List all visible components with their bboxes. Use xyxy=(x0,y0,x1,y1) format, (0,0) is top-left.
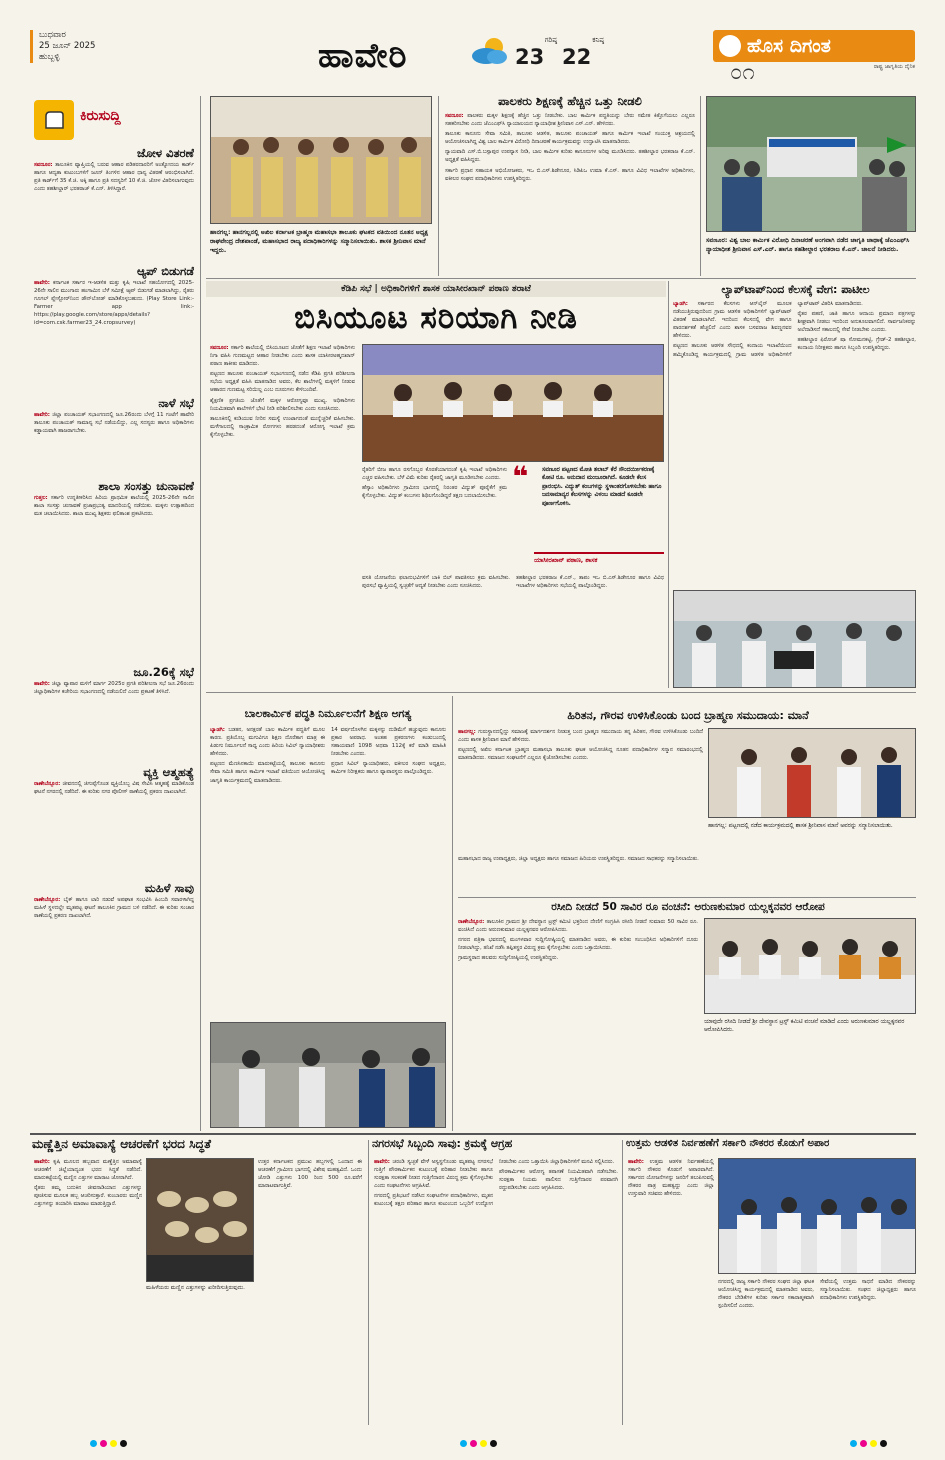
masthead xyxy=(0,0,945,92)
parents-headline: ಪಾಲಕರು ಶಿಕ್ಷಣಕ್ಕೆ ಹೆಚ್ಚಿನ ಒತ್ತು ನೀಡಲಿ xyxy=(498,94,642,108)
brahmin-para: ಗುರುಸ್ಥಾನದಲ್ಲಿದ್ದು ಸಮಾಜಕ್ಕೆ ಮಾರ್ಗದರ್ಶನ ನೀಡುತ್ತ ಬಂದ ಬ್ರಾಹ್ಮಣ ಸಮುದಾಯ ತನ್ನ ಹಿರಿತನ, ಗೌರವ ಉಳಿಸಿಕೊಂಡು ಬಂದಿದೆ ಎಂದು ಶಾಸಕ ಶ್ರೀನಿವಾಸ ಮಾನೆ ಹೇಳಿದರು. xyxy=(458,729,703,744)
day-label: ಬುಧವಾರ xyxy=(39,30,66,40)
brahmin-body xyxy=(458,728,703,852)
sidebar-item-title: ಆ್ಯಪ್ ಬಿಡುಗಡೆ xyxy=(137,264,194,278)
photo-awareness-program xyxy=(210,1022,446,1128)
photo-laptop-distribution xyxy=(673,590,916,688)
lead-para: ಹೆಸ್ಕಾಂ ಅಧಿಕಾರಿಗಳು ಗ್ರಾಮೀಣ ಭಾಗದಲ್ಲಿ ನಿರಂತರ ವಿದ್ಯುತ್ ಪೂರೈಕೆಗೆ ಕ್ರಮ ಕೈಗೊಳ್ಳಬೇಕು. ವಿದ್ಯುತ್ ಕಂಬಗಳು ಶಿಥಿಲಗೊಂಡಿದ್ದರೆ ತಕ್ಷಣ ಬದಲಾಯಿಸಬೇಕು. xyxy=(362,485,507,500)
temp-max-value: 23 xyxy=(515,45,545,69)
lead-col-1 xyxy=(210,344,355,569)
page-number: ೦೧ xyxy=(730,60,755,85)
lead-para: ವಸತಿ ಯೋಜನೆಯ ಫಲಾನುಭವಿಗಳಿಗೆ ಬಾಕಿ ಬಿಲ್ ಪಾವತಿಸಲು ಕ್ರಮ ವಹಿಸಬೇಕು. ಪುರಸಭೆ ವ್ಯಾಪ್ತಿಯಲ್ಲಿ ಸ್ವಚ್ಛತೆಗೆ ಆದ್ಯತೆ ನೀಡಬೇಕು ಎಂದು ಸೂಚಿಸಿದರು. xyxy=(362,575,510,590)
worker-death-para: ಚರಂಡಿ ಸ್ವಚ್ಛತೆ ವೇಳೆ ಅಸ್ವಸ್ಥಗೊಂಡು ಮೃತಪಟ್ಟ ನಗರಸಭೆ ಗುತ್ತಿಗೆ ಪೌರಕಾರ್ಮಿಕನ ಕುಟುಂಬಕ್ಕೆ ಪರಿಹಾರ ನೀಡಬೇಕು ಹಾಗೂ ಸುರಕ್ಷತಾ ಸಲಕರಣೆ ನೀಡದ ಗುತ್ತಿಗೆದಾರನ ವಿರುದ್ಧ ಕ್ರಮ ಕೈಗೊಳ್ಳಬೇಕು ಎಂದು ಸಂಘಟನೆಗಳು ಆಗ್ರಹಿಸಿವೆ. xyxy=(374,1159,493,1190)
brahmin-headline: ಹಿರಿತನ, ಗೌರವ ಉಳಿಸಿಕೊಂಡು ಬಂದ ಬ್ರಾಹ್ಮಣ ಸಮುದಾಯ: ಮಾನೆ xyxy=(567,709,809,722)
temp-max-label: ಗರಿಷ್ಠ xyxy=(544,36,557,44)
governance-para: ಸೇವೆಯಲ್ಲಿ ಉತ್ತಮ ಸಾಧನೆ ಮಾಡಿದ ನೌಕರರನ್ನು ಸನ್ಮಾನಿಸಲಾಯಿತು. ಸಂಘದ ಜಿಲ್ಲಾಧ್ಯಕ್ಷರು ಹಾಗೂ ಪದಾಧಿಕಾರಿಗಳು ಉಪಸ್ಥಿತರಿದ್ದರು. xyxy=(820,1279,916,1302)
photo-felicitation xyxy=(210,96,432,224)
parents-para: ಸರ್ಕಾರಿ ಪ್ರಧಾನ ಸಹಾಯಕ ಅಭಿಯೋಜಕರು, ಇಒ ಬಿ.ಎಸ್.ಶಿಡೇನೂರ, ಸಿಡಿಪಿಒ ಉಮಾ ಕೆ.ಎಸ್. ಹಾಗೂ ವಿವಿಧ ಇಲಾಖೆಗಳ ಅಧಿಕಾರಿಗಳು, ವಕೀಲರ ಸಂಘದ ಪದಾಧಿಕಾರಿಗಳು ಉಪಸ್ಥಿತರಿದ್ದರು. xyxy=(445,167,695,182)
sidebar-item-title: ನಾಳೆ ಸಭೆ xyxy=(158,396,194,410)
brahmin-para: ಮಹಾಸಭಾದ ರಾಜ್ಯ ಉಪಾಧ್ಯಕ್ಷರು, ಜಿಲ್ಲಾ ಅಧ್ಯಕ್ಷರು ಹಾಗೂ ಸಮಾಜದ ಹಿರಿಯರು ಉಪಸ್ಥಿತರಿದ್ದರು. ಸಮಾಜದ ಸಾಧಕರನ್ನು ಸನ್ಮಾನಿಸಲಾಯಿತು. xyxy=(458,856,699,862)
photo-rally-caption: ಸವಣೂರ: ವಿಶ್ವ ಬಾಲ ಕಾರ್ಮಿಕ ವಿರೋಧಿ ದಿನಾಚರಣೆ ಅಂಗವಾಗಿ ನಡೆದ ಜಾಗೃತಿ ಜಾಥಾಕ್ಕೆ ಜೆಎಂಎಫ್‌ಸಿ ನ್ಯಾಯಾಧೀಶ ಶ್ರೀನಿವಾಸ ಎಸ್.ಎನ್. ಹಾಗೂ ತಹಶೀಲ್ದಾರ ಭರತರಾಜ ಕೆ.ಎನ್. ಚಾಲನೆ ನೀಡಿದರು. xyxy=(706,237,910,253)
edition-title: ಹಾವೇರಿ xyxy=(318,36,408,76)
sidebar-item-body: ಜಿಲ್ಲಾ ವ್ಯಾಪಾರ ಮಳಿಗೆ ಮಾರ್ಗ 2025ರ ಪ್ರಗತಿ ಪರಿಶೀಲನಾ ಸಭೆ ಜೂ.26ರಂದು ಜಿಲ್ಲಾಧಿಕಾರಿಗಳ ಕಚೇರಿಯ ಸಭಾಂಗಣದಲ್ಲಿ ನಡೆಯಲಿದೆ ಎಂದು ಪ್ರಕಟಣೆ ತಿಳಿಸಿದೆ. xyxy=(34,681,194,696)
receipt-body xyxy=(458,918,698,1128)
sidebar-item xyxy=(34,665,194,765)
photo-clay-bulls xyxy=(146,1158,254,1282)
pullquote-text: ಸವಣೂರ ಪಟ್ಟಣದ ಮೋತಿ ತಲಾಬ್ ಕೆರೆ ಸೌಂದರ್ಯೀಕರಣಕ್ಕೆ ಕೋಟಿ ರೂ. ಅನುದಾನ ಮಂಜೂರಾಗಿದೆ. ಕೂಡಲೇ ಕೆಲಸ ಪ್ರಾರಂಭಿಸಿ. ವಿದ್ಯುತ್ ಕಂಬಗಳನ್ನು ಸ್ಥಳಾಂತರಗೊಳಿಸಬೇಕು ಹಾಗೂ ಜನಸಾಮಾನ್ಯರ ಕೆಲಸಗಳನ್ನು ವಿಳಂಬ ಮಾಡದೆ ಕೂಡಲೇ ಪೂರ್ಣಗೊಳಿಸಿ. xyxy=(542,467,662,507)
child-labour-para: ಪಟ್ಟಣದ ಮೆಣಸಿನಕಾಯಿ ಮಾರುಕಟ್ಟೆಯಲ್ಲಿ ತಾಲೂಕು ಕಾನೂನು ಸೇವಾ ಸಮಿತಿ ಹಾಗೂ ಕಾರ್ಮಿಕ ಇಲಾಖೆ ವತಿಯಿಂದ ಆಯೋಜಿಸಿದ್ದ ಜಾಗೃತಿ ಕಾರ್ಯಕ್ರಮದಲ್ಲಿ ಮಾತನಾಡಿದರು. xyxy=(210,761,325,784)
lead-col-3 xyxy=(362,574,664,682)
amavasya-caption: ಮಹಿಳೆಯರು ಮಣ್ಣಿನ ಎತ್ತುಗಳನ್ನು ಖರೀದಿಸುತ್ತಿರುವುದು. xyxy=(146,1285,245,1291)
paper-tagline: ರಾಷ್ಟ್ರ ಜಾಗೃತಿಯ ದೈನಿಕ xyxy=(873,64,915,70)
lead-para: ತಾಲೂಕಿನಲ್ಲಿ ಕುಡಿಯುವ ನೀರಿನ ಸಮಸ್ಯೆ ಉಂಟಾಗದಂತೆ ಮುನ್ನೆಚ್ಚರಿಕೆ ವಹಿಸಬೇಕು. ಮಳೆಗಾಲದಲ್ಲಿ ಸಾಂಕ್ರಾಮಿಕ ರೋಗಗಳು ಹರಡದಂತೆ ಆರೋಗ್ಯ ಇಲಾಖೆ ಕ್ರಮ ಕೈಗೊಳ್ಳಬೇಕು. xyxy=(210,415,355,438)
date-block xyxy=(30,30,180,63)
worker-death-place: ಹಾವೇರಿ: xyxy=(374,1159,390,1165)
lead-para: ತಹಶೀಲ್ದಾರ ಭರತರಾಜ ಕೆ.ಎನ್., ತಾಪಂ ಇಒ ಬಿ.ಎಸ್.ಶಿಡೇನೂರ ಹಾಗೂ ವಿವಿಧ ಇಲಾಖೆಗಳ ಅಧಿಕಾರಿಗಳು ಸಭೆಯಲ್ಲಿ ಪಾಲ್ಗೊಂಡಿದ್ದರು. xyxy=(516,575,664,590)
registration-dot xyxy=(480,1440,487,1447)
sidebar-item-title: ಜೂ.26ಕ್ಕೆ ಸಭೆ xyxy=(133,665,194,679)
lead-para: ರೈತರಿಗೆ ಬೀಜ ಹಾಗೂ ರಸಗೊಬ್ಬರ ಕೊರತೆಯಾಗದಂತೆ ಕೃಷಿ ಇಲಾಖೆ ಅಧಿಕಾರಿಗಳು ಎಚ್ಚರ ವಹಿಸಬೇಕು. ಬೆಳೆ ವಿಮೆ ಕುರಿತು ರೈತರಲ್ಲಿ ಜಾಗೃತಿ ಮೂಡಿಸಬೇಕು ಎಂದರು. xyxy=(362,467,507,482)
temp-max-block xyxy=(515,36,557,69)
lead-place: ಸವಣೂರ: xyxy=(210,345,229,351)
sidebar-item-place: ಹಾವೇರಿ: xyxy=(34,280,50,286)
lead-pullquote xyxy=(512,460,664,570)
registration-dot xyxy=(490,1440,497,1447)
amavasya-para: ಉತ್ತರ ಕರ್ನಾಟಕದ ಪ್ರಮುಖ ಹಬ್ಬಗಳಲ್ಲಿ ಒಂದಾದ ಈ ಆಚರಣೆಗೆ ಗ್ರಾಮೀಣ ಭಾಗದಲ್ಲಿ ವಿಶೇಷ ಮಹತ್ವವಿದೆ. ಒಂದು ಜೋಡಿ ಎತ್ತುಗಳು 100 ರಿಂದ 500 ರೂ.ವರೆಗೆ ಮಾರಾಟವಾಗುತ್ತಿವೆ. xyxy=(258,1159,362,1190)
laptop-para: ತಹಶೀಲ್ದಾರ ಫಿರೋಜ್ ಷಾ ಸೋಮನಕಟ್ಟಿ, ಗ್ರೇಡ್-2 ತಹಶೀಲ್ದಾರ, ಕಂದಾಯ ನಿರೀಕ್ಷಕರು ಹಾಗೂ ಸಿಬ್ಬಂದಿ ಉಪಸ್ಥಿತರಿದ್ದರು. xyxy=(797,337,916,352)
laptop-para: ಸರ್ಕಾರದ ಕೆಲಸಗಳು ಆನ್‌ಲೈನ್ ಮೂಲಕ ನಡೆಯುತ್ತಿರುವುದರಿಂದ ಗ್ರಾಮ ಆಡಳಿತ ಅಧಿಕಾರಿಗಳಿಗೆ ಲ್ಯಾಪ್‌ಟಾಪ್ ವಿತರಣೆ ಮಾಡಲಾಗಿದೆ. ಇದರಿಂದ ಕೆಲಸದಲ್ಲಿ ವೇಗ ಹಾಗೂ ಪಾರದರ್ಶಕತೆ ಹೆಚ್ಚಲಿದೆ ಎಂದು ಶಾಸಕ ಬಸವರಾಜ ಶಿವಣ್ಣನವರ ಹೇಳಿದರು. xyxy=(673,301,792,340)
registration-dot xyxy=(120,1440,127,1447)
governance-para: ನಗರದಲ್ಲಿ ರಾಜ್ಯ ಸರ್ಕಾರಿ ನೌಕರರ ಸಂಘದ ಜಿಲ್ಲಾ ಘಟಕ ಆಯೋಜಿಸಿದ್ದ ಕಾರ್ಯಕ್ರಮದಲ್ಲಿ ಮಾತನಾಡಿದ ಅವರು, ನೌಕರರ ಬೇಡಿಕೆಗಳ ಕುರಿತು ಸರ್ಕಾರ ಸಕಾರಾತ್ಮಕವಾಗಿ ಸ್ಪಂದಿಸಲಿದೆ ಎಂದರು. xyxy=(718,1279,814,1310)
photo-felicitation-caption: ಹಾನಗಲ್ಲ: ಹಾನಗಲ್ಲನಲ್ಲಿ ಅಖಿಲ ಕರ್ನಾಟಕ ಬ್ರಾಹ್ಮಣ ಮಹಾಸಭಾ ತಾಲೂಕು ಘಟಕದ ವತಿಯಿಂದ ನೂತನ ಅಧ್ಯಕ್ಷ ರಾಘವೇಂದ್ರ ದೇಶಪಾಂಡೆ, ಮಹಾಸಭಾದ ರಾಜ್ಯ ಪದಾಧಿಕಾರಿಗಳನ್ನು ಸನ್ಮಾನಿಸಲಾಯಿತು. ಶಾಸಕ ಶ್ರೀನಿವಾಸ ಮಾನೆ ಇದ್ದರು. xyxy=(210,229,429,254)
sidebar-item-body: ಜೀವನದಲ್ಲಿ ಜಿಗುಪ್ಸೆಗೊಂಡ ವ್ಯಕ್ತಿಯೊಬ್ಬ ವಿಷ ಸೇವಿಸಿ ಆತ್ಮಹತ್ಯೆ ಮಾಡಿಕೊಂಡ ಘಟನೆ ನಗರದಲ್ಲಿ ನಡೆದಿದೆ. ಈ ಕುರಿತು ನಗರ ಪೊಲೀಸ್ ಠಾಣೆಯಲ್ಲಿ ಪ್ರಕರಣ ದಾಖಲಾಗಿದೆ. xyxy=(34,781,194,796)
weather-icon xyxy=(468,34,512,68)
parents-place: ಸವಣೂರ: xyxy=(445,113,464,119)
kiru-suddi-title: ಕಿರುಸುದ್ದಿ xyxy=(80,108,121,124)
sidebar-item xyxy=(34,396,194,479)
child-labour-para: ಬಡತನ, ಅನಕ್ಷರತೆ ಬಾಲ ಕಾರ್ಮಿಕ ಪದ್ಧತಿಗೆ ಮೂಲ ಕಾರಣ. ಪ್ರತಿಯೊಬ್ಬ ಮಗುವಿಗೂ ಶಿಕ್ಷಣ ದೊರೆತಾಗ ಮಾತ್ರ ಈ ಪಿಡುಗು ನಿರ್ಮೂಲನೆ ಸಾಧ್ಯ ಎಂದು ಹಿರಿಯ ಸಿವಿಲ್ ನ್ಯಾಯಾಧೀಶರು ಹೇಳಿದರು. xyxy=(210,727,325,758)
paper-logo xyxy=(713,30,915,62)
lead-headline: ಬಿಸಿಯೂಟ ಸರಿಯಾಗಿ ನೀಡಿ xyxy=(294,300,578,336)
sidebar-item-title: ವ್ಯಕ್ತಿ ಆತ್ಮಹತ್ಯೆ xyxy=(143,765,194,779)
registration-dot xyxy=(90,1440,97,1447)
temp-min-block xyxy=(562,36,604,69)
worker-death-para: ನಗರದಲ್ಲಿ ಪ್ರತಿಭಟನೆ ನಡೆಸಿದ ಸಂಘಟನೆಗಳ ಪದಾಧಿಕಾರಿಗಳು, ಮೃತನ ಕುಟುಂಬಕ್ಕೆ ತಕ್ಷಣ ಪರಿಹಾರ ಹಾಗೂ ಕುಟುಂಬದ ಒಬ್ಬರಿಗೆ ಉದ್ಯೋಗ ನೀಡಬೇಕು ಎಂದು ಒತ್ತಾಯಿಸಿ ಜಿಲ್ಲಾಧಿಕಾರಿಗಳಿಗೆ ಮನವಿ ಸಲ್ಲಿಸಿದರು. xyxy=(374,1159,615,1208)
laptop-place: ಬ್ಯಾಡಗಿ: xyxy=(673,301,688,307)
receipt-para: ತಾಲೂಕಿನ ಗ್ರಾಮದ ಶ್ರೀ ದೇವಸ್ಥಾನ ಟ್ರಸ್ಟ್ ಕಮಿಟಿ ಭಕ್ತರಿಂದ ದೇಣಿಗೆ ಸಂಗ್ರಹಿಸಿ ರಸೀದಿ ನೀಡದೆ ಸುಮಾರು 50 ಸಾವಿರ ರೂ. ವಂಚಿಸಿದೆ ಎಂದು ಅರುಣಕುಮಾರ ಯಲ್ಲಕ್ಕನವರ ಆರೋಪಿಸಿದರು. xyxy=(458,919,698,934)
lead-kicker: ಕೆಡಿಪಿ ಸಭೆ | ಅಧಿಕಾರಿಗಳಿಗೆ ಶಾಸಕ ಯಾಸೀರಖಾನ್ ಪಠಾಣ ತರಾಟೆ xyxy=(341,284,531,294)
hand-icon xyxy=(34,100,74,140)
temp-min-value: 22 xyxy=(562,45,592,69)
temp-min-label: ಕನಿಷ್ಠ xyxy=(592,36,604,44)
parents-para: ಪಾಲಕರು ಮಕ್ಕಳ ಶಿಕ್ಷಣಕ್ಕೆ ಹೆಚ್ಚಿನ ಒತ್ತು ನೀಡಬೇಕು. ಬಾಲ ಕಾರ್ಮಿಕ ಪದ್ಧತಿಯನ್ನು ಬೇರು ಸಮೇತ ಕಿತ್ತೊಗೆಯಲು ಎಲ್ಲರೂ ಸಹಕರಿಸಬೇಕು ಎಂದು ಜೆಎಂಎಫ್‌ಸಿ ನ್ಯಾಯಾಲಯದ ನ್ಯಾಯಾಧೀಶ ಶ್ರೀನಿವಾಸ ಎಸ್.ಎನ್. ಹೇಳಿದರು. xyxy=(445,113,695,128)
lead-kicker-bar xyxy=(206,281,666,297)
brahmin-caption: ಹಾನಗಲ್ಲ: ಪಟ್ಟಣದಲ್ಲಿ ನಡೆದ ಕಾರ್ಯಕ್ರಮದಲ್ಲಿ ಶಾಸಕ ಶ್ರೀನಿವಾಸ ಮಾನೆ ಅವರನ್ನು ಸನ್ಮಾನಿಸಲಾಯಿತು. xyxy=(708,823,893,829)
governance-place: ಹಾವೇರಿ: xyxy=(628,1159,644,1165)
sidebar-item-body: ಸರ್ಕಾರಿ ಉನ್ನತೀಕರಿಸಿದ ಹಿರಿಯ ಪ್ರಾಥಮಿಕ ಶಾಲೆಯಲ್ಲಿ 2025-26ನೇ ಸಾಲಿನ ಶಾಲಾ ಸಂಸತ್ತು ಚುನಾವಣೆ ಪ್ರಜಾಪ್ರಭುತ್ವ ಮಾದರಿಯಲ್ಲಿ ನಡೆಯಿತು. ಮಕ್ಕಳು ಉತ್ಸಾಹದಿಂದ ಮತ ಚಲಾಯಿಸಿದರು. ಶಾಲಾ ಮುಖ್ಯ ಶಿಕ್ಷಕರು ಫಲಿತಾಂಶ ಪ್ರಕಟಿಸಿದರು. xyxy=(34,495,194,518)
worker-death-body xyxy=(374,1158,618,1420)
amavasya-body-left xyxy=(34,1158,142,1420)
child-labour-headline: ಬಾಲಕಾರ್ಮಿಕ ಪದ್ಧತಿ ನಿರ್ಮೂಲನೆಗೆ ಶಿಕ್ಷಣ ಅಗತ್ಯ xyxy=(244,708,412,720)
sidebar-item xyxy=(34,765,194,881)
city-label: ಹುಬ್ಬಳ್ಳಿ xyxy=(39,52,60,62)
sidebar-item-place: ಸವಣೂರ: xyxy=(34,162,53,168)
brahmin-body-2 xyxy=(458,855,916,893)
parents-body xyxy=(445,112,695,274)
child-labour-para: ಪ್ರಧಾನ ಸಿವಿಲ್ ನ್ಯಾಯಾಧೀಶರು, ವಕೀಲರ ಸಂಘದ ಅಧ್ಯಕ್ಷರು, ಕಾರ್ಮಿಕ ನಿರೀಕ್ಷಕರು ಹಾಗೂ ವ್ಯಾಪಾರಸ್ಥರು ಪಾಲ್ಗೊಂಡಿದ್ದರು. xyxy=(331,761,446,776)
receipt-para: ನಗರದ ಪತ್ರಿಕಾ ಭವನದಲ್ಲಿ ಮಂಗಳವಾರ ಸುದ್ದಿಗೋಷ್ಠಿಯಲ್ಲಿ ಮಾತನಾಡಿದ ಅವರು, ಈ ಕುರಿತು ಸಂಬಂಧಿಸಿದ ಅಧಿಕಾರಿಗಳಿಗೆ ದೂರು ನೀಡಲಾಗಿದ್ದು, ತನಿಖೆ ನಡೆಸಿ ತಪ್ಪಿತಸ್ಥರ ವಿರುದ್ಧ ಕ್ರಮ ಕೈಗೊಳ್ಳಬೇಕು ಎಂದು ಒತ್ತಾಯಿಸಿದರು. xyxy=(458,937,698,952)
lamp-icon xyxy=(719,35,741,57)
sidebar-item-title: ಜೋಳ ವಿತರಣೆ xyxy=(136,146,194,160)
sidebar-item-place: ರಾಣೇಬೆನ್ನೂರ: xyxy=(34,781,61,787)
date-label: 25 ಜೂನ್ 2025 xyxy=(39,41,96,51)
sidebar-item-place: ಹಾವೇರಿ: xyxy=(34,681,50,687)
lead-para: ಸರ್ಕಾರಿ ಶಾಲೆಯಲ್ಲಿ ಬಿಸಿಯೂಟದ ಜೊತೆಗೆ ಶಿಕ್ಷಣ ಇಲಾಖೆ ಅಧಿಕಾರಿಗಳು ನಿಗಾ ವಹಿಸಿ ಗುಣಮಟ್ಟದ ಆಹಾರ ನೀಡಬೇಕು ಎಂದು ಶಾಸಕ ಯಾಸೀರಅಹ್ಮದಖಾನ್ ಪಠಾಣ ತಾಕೀತು ಮಾಡಿದರು. xyxy=(210,345,355,368)
governance-para: ಉತ್ತಮ ಆಡಳಿತ ನಿರ್ವಹಣೆಯಲ್ಲಿ ಸರ್ಕಾರಿ ನೌಕರರ ಕೊಡುಗೆ ಅಪಾರವಾಗಿದೆ. ಸರ್ಕಾರದ ಯೋಜನೆಗಳನ್ನು ಜನರಿಗೆ ತಲುಪಿಸುವಲ್ಲಿ ನೌಕರರ ಪಾತ್ರ ಮಹತ್ವದ್ದು ಎಂದು ಜಿಲ್ಲಾ ಉಸ್ತುವಾರಿ ಸಚಿವರು ಹೇಳಿದರು. xyxy=(628,1159,714,1198)
photo-kdp-meeting xyxy=(362,344,664,462)
paper-name: ಹೊಸ ದಿಗಂತ xyxy=(747,35,831,57)
sidebar-item xyxy=(34,264,194,396)
sidebar-item xyxy=(34,479,194,665)
amavasya-body-right xyxy=(258,1158,362,1420)
amavasya-headline: ಮಣ್ಣೆತ್ತಿನ ಅಮಾವಾಸ್ಯೆ ಆಚರಣೆಗೆ ಭರದ ಸಿದ್ಧತೆ xyxy=(32,1137,212,1151)
governance-body-right xyxy=(718,1278,916,1420)
laptop-para: ಪಟ್ಟಣದ ತಾಲೂಕು ಆಡಳಿತ ಸೌಧದಲ್ಲಿ ಕಂದಾಯ ಇಲಾಖೆಯಿಂದ ಹಮ್ಮಿಕೊಂಡಿದ್ದ ಕಾರ್ಯಕ್ರಮದಲ್ಲಿ ಗ್ರಾಮ ಆಡಳಿತ ಅಧಿಕಾರಿಗಳಿಗೆ ಲ್ಯಾಪ್‌ಟಾಪ್ ವಿತರಿಸಿ ಮಾತನಾಡಿದರು. xyxy=(673,301,863,358)
photo-rally xyxy=(706,96,916,232)
child-labour-place: ಬ್ಯಾಡಗಿ: xyxy=(210,727,225,733)
parents-para: ನ್ಯಾಯವಾದಿ ಎಸ್.ಬಿ.ಬಸ್ಸಾಪುರ ಉಪನ್ಯಾಸ ನೀಡಿ, ಬಾಲ ಕಾರ್ಮಿಕ ಕುರಿತು ಕಾನೂನುಗಳ ಅರಿವು ಮೂಡಿಸಿದರು. ತಹಶೀಲ್ದಾರ ಭರತರಾಜ ಕೆ.ಎನ್. ಅಧ್ಯಕ್ಷತೆ ವಹಿಸಿದ್ದರು. xyxy=(445,149,695,164)
lead-para: ಶೈಕ್ಷಣಿಕ ಪ್ರಗತಿಯ ಜೊತೆಗೆ ಮಕ್ಕಳ ಆರೋಗ್ಯವೂ ಮುಖ್ಯ. ಅಧಿಕಾರಿಗಳು ನಿಯಮಿತವಾಗಿ ಶಾಲೆಗಳಿಗೆ ಭೇಟಿ ನೀಡಿ ಪರಿಶೀಲಿಸಬೇಕು ಎಂದು ಸೂಚಿಸಿದರು. xyxy=(210,397,355,412)
receipt-place: ರಾಣೇಬೆನ್ನೂರ: xyxy=(458,919,485,925)
sidebar-item-body: ಬೈಕ್ ಹಾಗೂ ಲಾರಿ ನಡುವೆ ಅಪಘಾತ ಸಂಭವಿಸಿ ಹಿಂಬದಿ ಸವಾರಳಾಗಿದ್ದ ಮಹಿಳೆ ಸ್ಥಳದಲ್ಲೇ ಮೃತಪಟ್ಟ ಘಟನೆ ತಾಲೂಕಿನ ಗ್ರಾಮದ ಬಳಿ ನಡೆದಿದೆ. ಈ ಕುರಿತು ಸಂಚಾರ ಠಾಣೆಯಲ್ಲಿ ಪ್ರಕರಣ ದಾಖಲಾಗಿದೆ. xyxy=(34,897,194,920)
registration-dot xyxy=(460,1440,467,1447)
child-labour-body xyxy=(210,726,446,1018)
registration-dot xyxy=(470,1440,477,1447)
registration-dot xyxy=(880,1440,887,1447)
laptop-headline: ಲ್ಯಾಪ್‌ಟಾಪ್‌ನಿಂದ ಕೆಲಸಕ್ಕೆ ವೇಗ: ಪಾಟೀಲ xyxy=(721,283,870,296)
sidebar-item-body: ಜಿಲ್ಲಾ ಪಂಚಾಯತ್ ಸಭಾಂಗಣದಲ್ಲಿ ಜೂ.26ರಂದು ಬೆಳಗ್ಗೆ 11 ಗಂಟೆಗೆ ಹಾವೇರಿ ತಾಲೂಕು ಪಂಚಾಯತ್ ಸಾಮಾನ್ಯ ಸಭೆ ನಡೆಯಲಿದ್ದು, ಎಲ್ಲ ಸದಸ್ಯರು ಹಾಗೂ ಅಧಿಕಾರಿಗಳು ಕಡ್ಡಾಯವಾಗಿ ಹಾಜರಾಗಬೇಕು. xyxy=(34,412,194,435)
governance-body-left xyxy=(628,1158,714,1420)
sidebar-item xyxy=(34,881,194,1011)
sidebar-item-title: ಶಾಲಾ ಸಂಸತ್ತು ಚುನಾವಣೆ xyxy=(98,479,194,493)
sidebar-item xyxy=(34,146,194,264)
worker-death-headline: ನಗರಸಭೆ ಸಿಬ್ಬಂದಿ ಸಾವು: ಕ್ರಮಕ್ಕೆ ಆಗ್ರಹ xyxy=(372,1137,513,1150)
governance-headline: ಉತ್ತಮ ಆಡಳಿತ ನಿರ್ವಹಣೆಗೆ ಸರ್ಕಾರಿ ನೌಕರರ ಕೊಡುಗೆ ಅಪಾರ xyxy=(626,1138,830,1149)
photo-press-meet xyxy=(704,918,916,1014)
receipt-para: ಗ್ರಾಮಸ್ಥರಾದ ಹಲವರು ಸುದ್ದಿಗೋಷ್ಠಿಯಲ್ಲಿ ಉಪಸ್ಥಿತರಿದ್ದರು. xyxy=(458,955,559,962)
photo-brahmin-event xyxy=(708,728,916,818)
amavasya-para: ರೈತರು ತಮ್ಮ ಬದುಕಿನ ಜೀವನಾಡಿಯಾದ ಎತ್ತುಗಳನ್ನು ಪೂಜಿಸುವ ಮೂಲಕ ಹಬ್ಬ ಆಚರಿಸುತ್ತಾರೆ. ಕುಂಬಾರರು ಮಣ್ಣಿನ ಎತ್ತುಗಳನ್ನು ತಯಾರಿಸಿ ಮಾರಾಟ ಮಾಡುತ್ತಿದ್ದಾರೆ. xyxy=(34,1185,142,1208)
lead-col-2 xyxy=(362,466,507,570)
laptop-body xyxy=(673,300,916,584)
brahmin-para: ಪಟ್ಟಣದಲ್ಲಿ ಅಖಿಲ ಕರ್ನಾಟಕ ಬ್ರಾಹ್ಮಣ ಮಹಾಸಭಾ ತಾಲೂಕು ಘಟಕ ಆಯೋಜಿಸಿದ್ದ ನೂತನ ಪದಾಧಿಕಾರಿಗಳ ಸನ್ಮಾನ ಸಮಾರಂಭದಲ್ಲಿ ಮಾತನಾಡಿದರು. ಸಮಾಜದ ಸಂಘಟನೆಗೆ ಎಲ್ಲರೂ ಕೈಜೋಡಿಸಬೇಕು ಎಂದರು. xyxy=(458,747,703,762)
sidebar-item-place: ಗುತ್ತಲ: xyxy=(34,495,48,501)
amavasya-para: ಕೃಷಿ ಮೂಲದ ಹಬ್ಬವಾದ ಮಣ್ಣೆತ್ತಿನ ಅಮಾವಾಸ್ಯೆ ಆಚರಣೆಗೆ ಜಿಲ್ಲೆಯಾದ್ಯಂತ ಭರದ ಸಿದ್ಧತೆ ನಡೆದಿದೆ. ಮಾರುಕಟ್ಟೆಯಲ್ಲಿ ಮಣ್ಣಿನ ಎತ್ತುಗಳ ಮಾರಾಟ ಜೋರಾಗಿದೆ. xyxy=(34,1159,142,1182)
pullquote-author: ಯಾಸೀರಖಾನ್ ಪಠಾಣ, ಶಾಸಕ xyxy=(534,552,664,565)
photo-govt-employees xyxy=(718,1158,916,1274)
sidebar-item-title: ಮಹಿಳೆ ಸಾವು xyxy=(144,881,194,895)
registration-dot xyxy=(870,1440,877,1447)
amavasya-place: ಹಾವೇರಿ: xyxy=(34,1159,50,1165)
brahmin-place: ಹಾನಗಲ್ಲ: xyxy=(458,729,476,735)
sidebar-item-body: ತಾಲೂಕಿನ ವ್ಯಾಪ್ತಿಯಲ್ಲಿ ಬರುವ ಆಹಾರ ಪಡಿತರದಾರರಿಗೆ ಅಂತ್ಯೋದಯ ಕಾರ್ಡ್ ಹಾಗೂ ಆದ್ಯತಾ ಕುಟುಂಬಗಳಿಗೆ ಜೂನ್ ತಿಂಗಳಿನ ಆಹಾರ ಧಾನ್ಯ ವಿತರಣೆ ಆರಂಭಿಸಲಾಗಿದೆ. ಪ್ರತಿ ಕಾರ್ಡ್‌ಗೆ 35 ಕೆ.ಜಿ. ಅಕ್ಕಿ ಹಾಗೂ ಪ್ರತಿ ಸದಸ್ಯರಿಗೆ 10 ಕೆ.ಜಿ. ಜೋಳ ವಿತರಿಸಲಾಗುವುದು ಎಂದು ತಹಶೀಲ್ದಾರ್ ಭರತರಾಜ್ ಕೆ.ಎನ್. ತಿಳಿಸಿದ್ದಾರೆ. xyxy=(34,162,194,193)
quote-icon: ❝ xyxy=(512,460,529,493)
laptop-para: ರೈತರ ಪಹಣಿ, ಜಾತಿ ಹಾಗೂ ಆದಾಯ ಪ್ರಮಾಣ ಪತ್ರಗಳನ್ನು ಶೀಘ್ರವಾಗಿ ನೀಡಲು ಇದರಿಂದ ಅನುಕೂಲವಾಗಲಿದೆ. ಸಾರ್ವಜನಿಕರನ್ನು ಅಲೆದಾಡಿಸದೆ ಸಕಾಲದಲ್ಲಿ ಸೇವೆ ನೀಡಬೇಕು ಎಂದರು. xyxy=(797,311,916,334)
parents-para: ತಾಲೂಕು ಕಾನೂನು ಸೇವಾ ಸಮಿತಿ, ತಾಲೂಕು ಆಡಳಿತ, ತಾಲೂಕು ಪಂಚಾಯತ್ ಹಾಗೂ ಕಾರ್ಮಿಕ ಇಲಾಖೆ ಸಂಯುಕ್ತ ಆಶ್ರಯದಲ್ಲಿ ಆಯೋಜಿಸಲಾಗಿದ್ದ ವಿಶ್ವ ಬಾಲ ಕಾರ್ಮಿಕ ವಿರೋಧಿ ದಿನಾಚರಣೆ ಕಾರ್ಯಕ್ರಮವನ್ನು ಉದ್ಘಾಟಿಸಿ ಮಾತನಾಡಿದರು. xyxy=(445,131,695,146)
lead-para: ಪಟ್ಟಣದ ತಾಲೂಕು ಪಂಚಾಯತ್ ಸಭಾಂಗಣದಲ್ಲಿ ನಡೆದ ಕೆಡಿಪಿ ಪ್ರಗತಿ ಪರಿಶೀಲನಾ ಸಭೆಯ ಅಧ್ಯಕ್ಷತೆ ವಹಿಸಿ ಮಾತನಾಡಿದ ಅವರು, ಕೆಲ ಶಾಲೆಗಳಲ್ಲಿ ಮಕ್ಕಳಿಗೆ ನೀಡುವ ಆಹಾರದ ಗುಣಮಟ್ಟ ಸರಿಯಿಲ್ಲ ಎಂಬ ದೂರುಗಳು ಕೇಳಿಬಂದಿವೆ. xyxy=(210,371,355,394)
registration-dot xyxy=(860,1440,867,1447)
sidebar-item-place: ಹಾವೇರಿ: xyxy=(34,412,50,418)
kiru-suddi-header xyxy=(34,100,191,140)
registration-dot xyxy=(100,1440,107,1447)
registration-dot xyxy=(110,1440,117,1447)
sidebar-column xyxy=(34,146,194,1131)
receipt-caption: ಯಾವುದೇ ರಸೀದಿ ನೀಡದೆ ಶ್ರೀ ದೇವಸ್ಥಾನ ಟ್ರಸ್ಟ್ ಕಮಿಟಿ ವಂಚನೆ ಮಾಡಿದೆ ಎಂದು ಅರುಣಕುಮಾರ ಯಲ್ಲಕ್ಕನವರ ಆರೋಪಿಸಿದರು. xyxy=(704,1019,905,1033)
registration-dot xyxy=(850,1440,857,1447)
sidebar-item-place: ರಾಣೇಬೆನ್ನೂರ: xyxy=(34,897,61,903)
receipt-headline: ರಸೀದಿ ನೀಡದೆ 50 ಸಾವಿರ ರೂ ವಂಚನೆ: ಅರುಣಕುಮಾರ ಯಲ್ಲಕ್ಕನವರ ಆರೋಪ xyxy=(551,901,825,913)
child-labour-para: 14 ವರ್ಷದೊಳಗಿನ ಮಕ್ಕಳನ್ನು ದುಡಿಮೆಗೆ ಹಚ್ಚುವುದು ಕಾನೂನು ಪ್ರಕಾರ ಅಪರಾಧ. ಅಂತಹ ಪ್ರಕರಣಗಳು ಕಂಡುಬಂದಲ್ಲಿ ಸಹಾಯವಾಣಿ 1098 ಅಥವಾ 112ಕ್ಕೆ ಕರೆ ಮಾಡಿ ಮಾಹಿತಿ ನೀಡಬೇಕು ಎಂದರು. xyxy=(331,727,446,758)
worker-death-para: ಪೌರಕಾರ್ಮಿಕರ ಆರೋಗ್ಯ ತಪಾಸಣೆ ನಿಯಮಿತವಾಗಿ ನಡೆಸಬೇಕು. ಸುರಕ್ಷತಾ ನಿಯಮ ಪಾಲಿಸದ ಗುತ್ತಿಗೆದಾರರ ಪರವಾನಗಿ ರದ್ದುಪಡಿಸಬೇಕು ಎಂದು ಆಗ್ರಹಿಸಿದರು. xyxy=(499,1169,618,1192)
sidebar-item-body: ಕರ್ನಾಟಕ ಸರ್ಕಾರ ಇ-ಆಡಳಿತ ಮತ್ತು ಕೃಷಿ ಇಲಾಖೆ ಸಹಯೋಗದಲ್ಲಿ 2025-26ನೇ ಸಾಲಿನ ಮುಂಗಾರು ಹಂಗಾಮಿನ ಬೆಳೆ ಸಮೀಕ್ಷೆ ಆ್ಯಪ್ ಬಿಡುಗಡೆ ಮಾಡಲಾಗಿದ್ದು, ರೈತರು ಗೂಗಲ್ ಪ್ಲೇಸ್ಟೋರ್‌ನಿಂದ ಡೌನ್‌ಲೋಡ್ ಮಾಡಿಕೊಳ್ಳಬಹುದು. (Play Store Link:- Farmer app link:- https://play.google.com/store/apps/details?id=com.csk.farmer23_24.cropsurvey) xyxy=(34,280,194,327)
